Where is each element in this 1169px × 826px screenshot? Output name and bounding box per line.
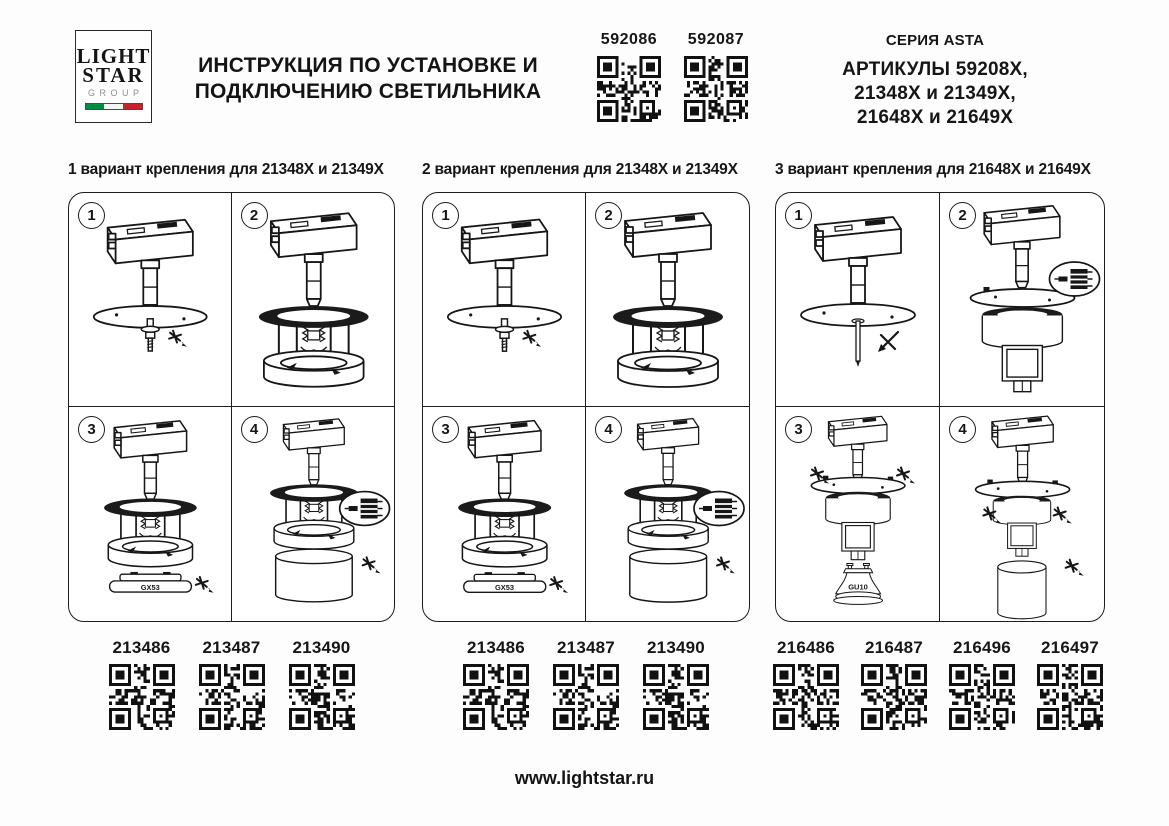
step-number: 2 (241, 202, 268, 229)
articles-line1: АРТИКУЛЫ 59208X, (842, 59, 1028, 80)
header-qr-592087 (684, 31, 748, 122)
header-qr-592086 (597, 31, 661, 122)
variant-3-qr-row (771, 638, 1105, 730)
step-cell (586, 193, 749, 407)
article-qr (949, 638, 1015, 730)
page-title-line1: ИНСТРУКЦИЯ ПО УСТАНОВКЕ И (198, 54, 538, 77)
qr-code (109, 664, 175, 730)
variant-1-qr-row (68, 638, 395, 730)
qr-label: 213487 (557, 638, 615, 657)
lamp-socket-label: GX53 (494, 583, 515, 593)
lightstar-logo (75, 30, 152, 123)
qr-label: 213490 (647, 638, 705, 657)
step-cell (69, 407, 232, 621)
qr-code (684, 56, 748, 122)
flag-red-band (123, 104, 142, 109)
step-cell (586, 407, 749, 621)
step-number: 3 (432, 416, 459, 443)
step-cell (232, 193, 395, 407)
step-cell (423, 193, 586, 407)
variant-1-section (68, 160, 395, 730)
variant-2-panel (422, 192, 750, 622)
qr-code (289, 664, 355, 730)
logo-text-light: LIGHT (76, 43, 151, 68)
series-title: СЕРИЯ ASTA (885, 32, 985, 49)
logo-text-star: STAR (82, 62, 145, 87)
variant-3-section (775, 160, 1105, 730)
article-qr (1037, 638, 1103, 730)
lamp-socket-label: GX53 (140, 582, 160, 592)
qr-code (861, 664, 927, 730)
qr-code (1037, 664, 1103, 730)
step-cell (940, 407, 1104, 621)
italian-flag-stripe (85, 103, 143, 110)
qr-code (553, 664, 619, 730)
qr-label: 216497 (1041, 638, 1099, 657)
variant-1-panel (68, 192, 395, 622)
flag-green-band (86, 104, 105, 109)
step-cell (69, 193, 232, 407)
step-number: 4 (949, 416, 976, 443)
step-cell (232, 407, 395, 621)
qr-label: 216486 (777, 638, 835, 657)
qr-code (643, 664, 709, 730)
article-qr (643, 638, 709, 730)
article-qr (199, 638, 265, 730)
step-number: 1 (78, 202, 105, 229)
step-number: 3 (785, 416, 812, 443)
series-block (820, 32, 1050, 130)
variant-2-section (422, 160, 750, 730)
step-cell (776, 407, 940, 621)
qr-label: 592087 (687, 31, 745, 48)
step-number: 2 (949, 202, 976, 229)
qr-label: 213486 (467, 638, 525, 657)
article-qr (861, 638, 927, 730)
section-title: 2 вариант крепления для 21348X и 21349X (422, 161, 738, 178)
page-title (168, 53, 568, 105)
step-number: 3 (78, 416, 105, 443)
variant-2-qr-row (422, 638, 750, 730)
articles-line3: 21648X и 21649X (856, 107, 1014, 128)
step-number: 1 (785, 202, 812, 229)
articles-text (820, 58, 1050, 130)
qr-label: 213490 (292, 638, 351, 657)
qr-code (949, 664, 1015, 730)
qr-code (597, 56, 661, 122)
section-title: 3 вариант крепления для 21648X и 21649X (775, 161, 1091, 178)
qr-label: 592086 (600, 31, 658, 48)
article-qr (289, 638, 355, 730)
footer-url: www.lightstar.ru (514, 768, 655, 788)
logo-text-group: GROUP (87, 87, 144, 98)
qr-label: 213486 (112, 638, 171, 657)
step-number: 1 (432, 202, 459, 229)
articles-line2: 21348X и 21349X, (854, 83, 1016, 104)
variant-3-panel (775, 192, 1105, 622)
lamp-socket-label: GU10 (848, 582, 868, 592)
step-cell (940, 193, 1104, 407)
qr-label: 216496 (953, 638, 1011, 657)
qr-code (773, 664, 839, 730)
qr-code (463, 664, 529, 730)
article-qr (553, 638, 619, 730)
qr-label: 216487 (865, 638, 923, 657)
article-qr (463, 638, 529, 730)
qr-label: 213487 (202, 638, 261, 657)
flag-white-band (104, 104, 123, 109)
page-title-line2: ПОДКЛЮЧЕНИЮ СВЕТИЛЬНИКА (194, 80, 542, 103)
step-number: 4 (241, 416, 268, 443)
step-cell (423, 407, 586, 621)
step-number: 2 (595, 202, 622, 229)
article-qr (109, 638, 175, 730)
article-qr (773, 638, 839, 730)
qr-code (199, 664, 265, 730)
step-number: 4 (595, 416, 622, 443)
section-title: 1 вариант крепления для 21348X и 21349X (68, 161, 384, 178)
step-cell (776, 193, 940, 407)
